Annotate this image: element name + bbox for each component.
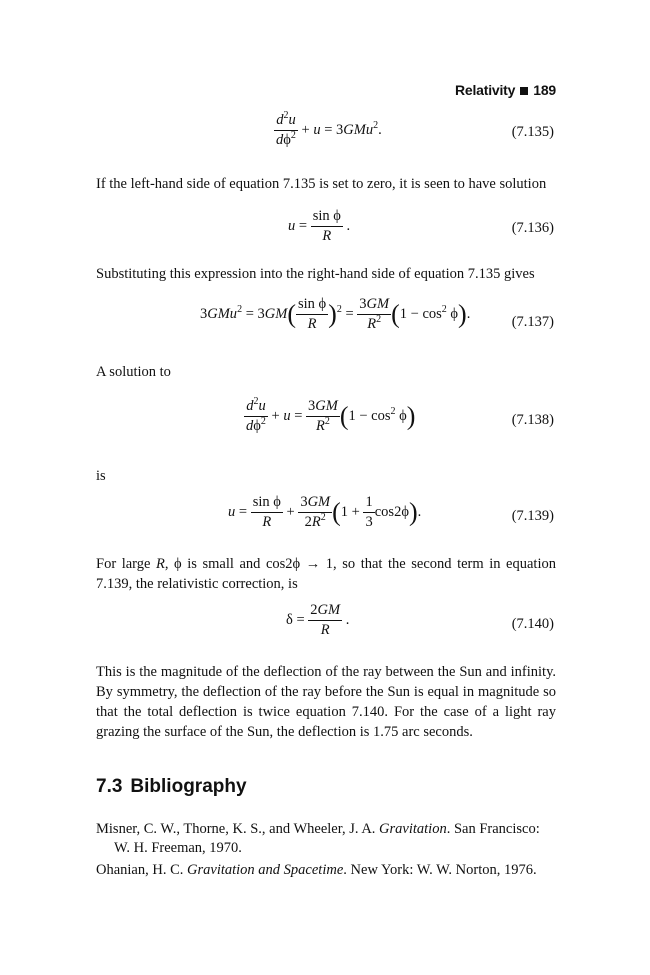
- equation-7-135-math: $\frac{d^2u}{d\phi^2}$ + u = 3GMu$^2$.: [276, 110, 382, 148]
- entry-authors: Misner, C. W., Thorne, K. S., and Wheeler, J. A.: [96, 821, 376, 837]
- paragraph-5-part-b: is small and cos2: [187, 556, 293, 572]
- equation-number: (7.138): [511, 412, 554, 428]
- equation-7-137-math: 3GMu$^2$ = 3GM( $\frac{\text{sin ϕ}}{R}$ )$^2$ = $\frac{3GM}{R^2}$ $(1 - \cos^2 \phi)$.: [200, 296, 471, 332]
- equation-7-137: [96, 296, 554, 348]
- paragraph-4: is: [96, 468, 106, 484]
- equation-7-136-math: u = $\frac{\text{sin ϕ}}{R}$ .: [288, 208, 351, 244]
- paragraph-6: This is the magnitude of the deflection of the ray between the Sun and infinity. By symmetry, the deflection of the ray before the Sun is equal in magnitude so that the total deflection is twice equation 7.140. For the case of a light ray grazing the surface of the Sun, the deflection is 1.75 arc seconds.: [96, 664, 556, 740]
- paragraph-1: If the left-hand side of equation 7.135 is set to zero, it is seen to have solution: [96, 176, 547, 192]
- bibliography-list: [96, 820, 556, 883]
- bibliography-entry: Ohanian, H. C. Gravitation and Spacetime. New York: W. W. Norton, 1976.: [96, 862, 537, 878]
- paragraph-5-part-c: so that the second term in equation 7.139, the relativistic correction, is: [96, 556, 556, 592]
- equation-number: (7.135): [511, 124, 554, 140]
- section-number: 7.3: [96, 776, 123, 797]
- entry-title: Gravitation: [379, 821, 447, 837]
- equation-number: (7.137): [511, 314, 554, 330]
- entry-title: Gravitation and Spacetime: [187, 862, 344, 878]
- equation-number: (7.139): [511, 508, 554, 524]
- equation-number: (7.136): [511, 220, 554, 236]
- equation-number: (7.140): [511, 616, 554, 632]
- equation-7-140-math: δ = $\frac{2GM}{R}$ .: [286, 602, 350, 638]
- page-number: 189: [533, 82, 556, 98]
- equation-7-138-math: $\frac{d^2u}{d\phi^2}$ + u = $\frac{3GM}{R^2}$ $(1 - \cos^2 \phi)$: [246, 396, 416, 434]
- paragraph-5: For large R, ϕ is small and cos2ϕ → 1, so that the second term in equation 7.139, the relativistic correction, is: [96, 556, 556, 592]
- equation-7-139-math: u = $\frac{\text{sin ϕ}}{R}$ + $\frac{3GM}{2R^2}$ (1 + $\frac{1}{3}$ cos2ϕ).: [228, 494, 422, 530]
- paragraph-2: Substituting this expression into the right-hand side of equation 7.135 gives: [96, 266, 535, 282]
- equation-7-136: [96, 208, 554, 252]
- section-title: Bibliography: [130, 776, 247, 797]
- running-head: [455, 82, 556, 98]
- equation-7-138: [96, 398, 554, 452]
- equation-7-140: [96, 602, 554, 648]
- running-head-title: Relativity: [454, 82, 516, 98]
- entry-publisher: San Francisco: W. H. Freeman, 1970.: [114, 821, 540, 856]
- section-heading: [96, 776, 247, 798]
- entry-publisher: New York: W. W. Norton, 1976.: [350, 862, 537, 878]
- paragraph-5-part-a: For large: [96, 556, 151, 572]
- bibliography-entry: Misner, C. W., Thorne, K. S., and Wheeler, J. A. Gravitation. San Francisco: W. H. Freeman, 1970.: [96, 821, 540, 856]
- entry-authors: Ohanian, H. C.: [96, 862, 184, 878]
- paragraph-3: A solution to: [96, 364, 171, 380]
- equation-7-135: [96, 112, 554, 158]
- square-bullet-icon: [520, 87, 528, 95]
- equation-7-139: [96, 494, 554, 548]
